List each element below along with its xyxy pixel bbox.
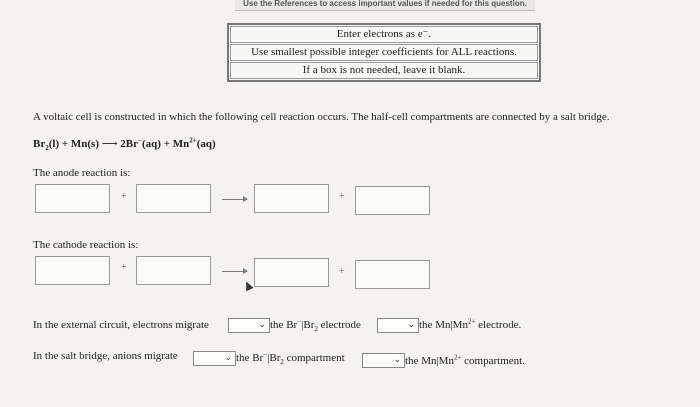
salt-br2-sub: 2 — [280, 358, 284, 367]
salt-br2-label: |Br — [267, 352, 281, 364]
cathode-product-1-input[interactable] — [254, 258, 329, 287]
cathode-arrow-icon — [222, 271, 246, 272]
external-br-label: the Br — [270, 319, 298, 331]
external-br-charge: − — [297, 317, 302, 326]
instructions-panel — [227, 23, 541, 82]
external-mn-label: the Mn|Mn — [419, 319, 468, 331]
external-electrode-2: electrode. — [475, 319, 522, 331]
anode-plus-1: + — [121, 191, 127, 202]
external-br2-sub: 2 — [314, 325, 318, 334]
salt-br-label: the Br — [236, 352, 264, 364]
cathode-plus-2: + — [339, 266, 345, 277]
chevron-down-icon: ⌄ — [407, 320, 415, 330]
anode-label: The anode reaction is: — [33, 167, 131, 179]
external-circuit-text: In the external circuit, electrons migrate — [33, 319, 209, 331]
chevron-down-icon: ⌄ — [224, 353, 232, 363]
salt-compartment-1: compartment — [283, 352, 345, 364]
external-mn-charge: 2+ — [467, 317, 476, 326]
anode-product-2-input[interactable] — [355, 186, 430, 215]
anode-reactant-1-input[interactable] — [35, 184, 110, 213]
external-br2-label: |Br — [301, 319, 315, 331]
instruction-coefficients: Use smallest possible integer coefficients for ALL reactions. — [230, 44, 538, 61]
references-bar: Use the References to access important values if needed for this question. — [235, 0, 535, 11]
instruction-blank: If a box is not needed, leave it blank. — [230, 62, 538, 79]
salt-mn-label: the Mn|Mn — [405, 355, 454, 367]
salt-compartment-2: compartment. — [461, 355, 525, 367]
instruction-electrons: Enter electrons as e⁻. — [230, 26, 538, 43]
chevron-down-icon: ⌄ — [258, 320, 266, 330]
anode-reactant-2-input[interactable] — [136, 184, 211, 213]
external-dropdown-1[interactable] — [228, 318, 270, 333]
reactant-state: (l) + Mn(s) — [48, 138, 102, 150]
cathode-reactant-1-input[interactable] — [35, 256, 110, 285]
reactant-br: Br — [33, 138, 46, 150]
salt-mn-charge: 2+ — [453, 353, 462, 362]
product-br: 2Br — [117, 138, 139, 150]
anode-plus-2: + — [339, 191, 345, 202]
cathode-reactant-2-input[interactable] — [136, 256, 211, 285]
salt-br-charge: − — [263, 350, 268, 359]
salt-mid-1 — [236, 350, 345, 367]
cathode-product-2-input[interactable] — [355, 260, 430, 289]
cathode-plus-1: + — [121, 262, 127, 273]
anode-product-1-input[interactable] — [254, 184, 329, 213]
external-mid-1 — [270, 317, 361, 334]
anode-arrow-icon — [222, 199, 246, 200]
salt-bridge-text: In the salt bridge, anions migrate — [33, 350, 178, 362]
product-mn-charge: 2+ — [189, 136, 197, 145]
cathode-label: The cathode reaction is: — [33, 239, 139, 251]
salt-dropdown-1[interactable] — [193, 351, 236, 366]
external-mid-2 — [419, 319, 521, 331]
salt-mid-2 — [405, 355, 525, 367]
reactant-br-sub: 2 — [45, 144, 49, 153]
salt-dropdown-2[interactable] — [362, 353, 405, 368]
product-state: (aq) + Mn — [142, 138, 190, 150]
product-mn-state: (aq) — [196, 138, 216, 150]
product-br-charge: − — [138, 136, 143, 145]
mouse-cursor-icon — [242, 280, 253, 292]
question-text: A voltaic cell is constructed in which the following cell reaction occurs. The half-cell compartments are connected by a salt bridge. — [33, 111, 610, 123]
chevron-down-icon: ⌄ — [393, 355, 401, 365]
reaction-arrow: ⟶ — [101, 138, 118, 150]
external-electrode-1: electrode — [317, 319, 361, 331]
external-dropdown-2[interactable] — [377, 318, 419, 333]
cell-reaction — [33, 136, 216, 153]
